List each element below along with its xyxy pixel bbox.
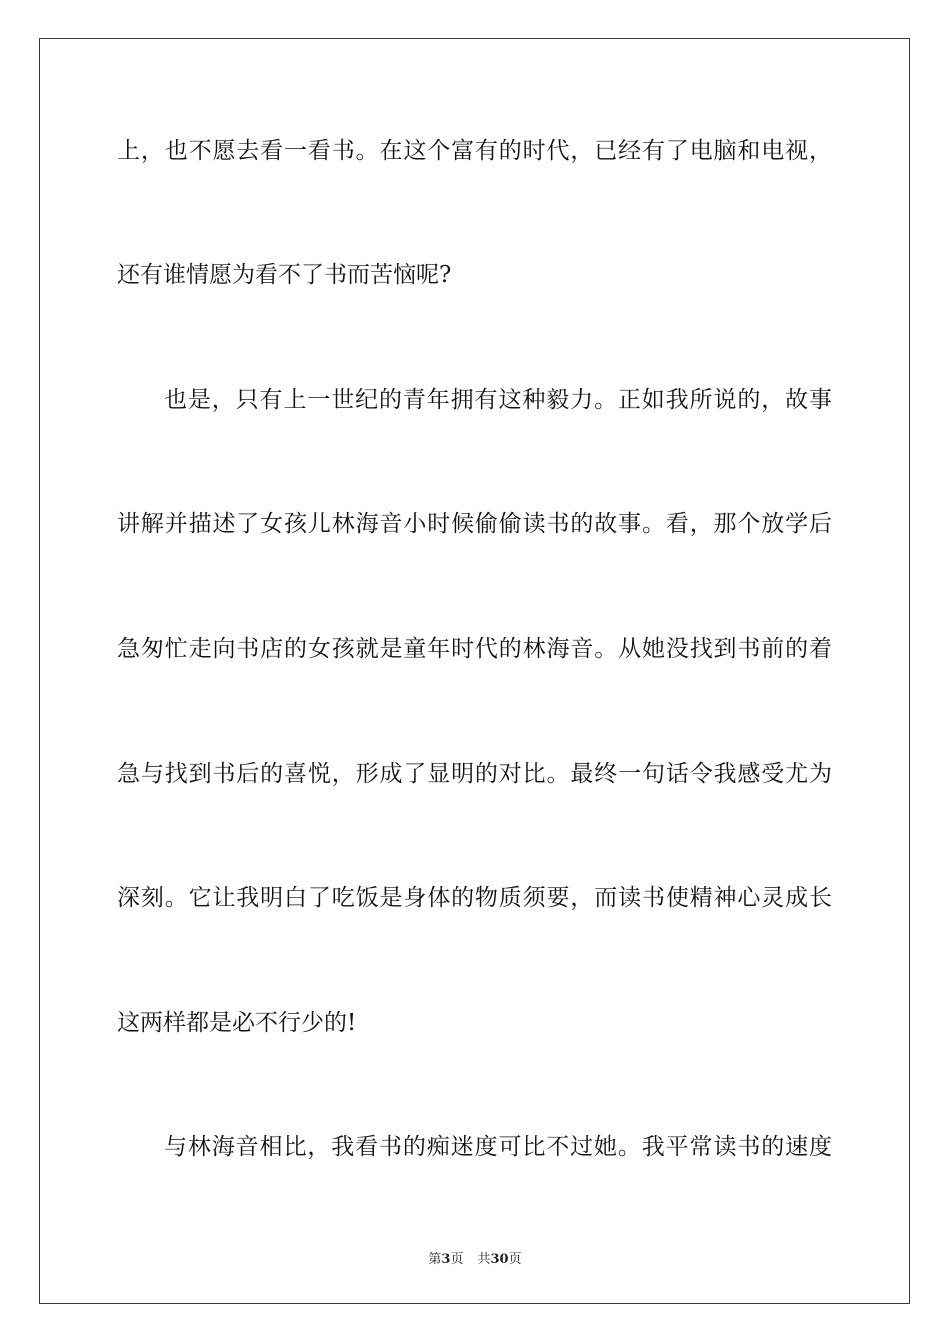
- text-line-1: 上，也不愿去看一看书。在这个富有的时代，已经有了电脑和电视，: [117, 138, 832, 164]
- text-line-6: 急与找到书后的喜悦，形成了显明的对比。最终一句话令我感受尤为: [117, 761, 832, 787]
- footer-total-suffix: 页: [508, 1252, 522, 1267]
- footer-page-suffix: 页: [450, 1252, 464, 1267]
- page-footer: [0, 1248, 950, 1267]
- text-line-7: 深刻。它让我明白了吃饭是身体的物质须要，而读书使精神心灵成长: [117, 885, 832, 911]
- footer-page-prefix: 第: [428, 1252, 442, 1267]
- text-line-5: 急匆忙走向书店的女孩就是童年时代的林海音。从她没找到书前的着: [117, 636, 832, 662]
- text-line-8: 这两样都是必不行少的!: [117, 1010, 357, 1036]
- footer-total-prefix: 共: [477, 1252, 491, 1267]
- footer-total-number: 30: [490, 1252, 509, 1267]
- text-line-3: 也是，只有上一世纪的青年拥有这种毅力。正如我所说的，故事: [164, 387, 832, 413]
- footer-page-number: 3: [441, 1252, 451, 1267]
- text-line-9: 与林海音相比，我看书的痴迷度可比不过她。我平常读书的速度: [164, 1134, 832, 1160]
- page-border: [39, 38, 910, 1304]
- text-line-4: 讲解并描述了女孩儿林海音小时候偷偷读书的故事。看，那个放学后: [117, 511, 832, 537]
- text-line-2: 还有谁情愿为看不了书而苦恼呢?: [117, 262, 452, 288]
